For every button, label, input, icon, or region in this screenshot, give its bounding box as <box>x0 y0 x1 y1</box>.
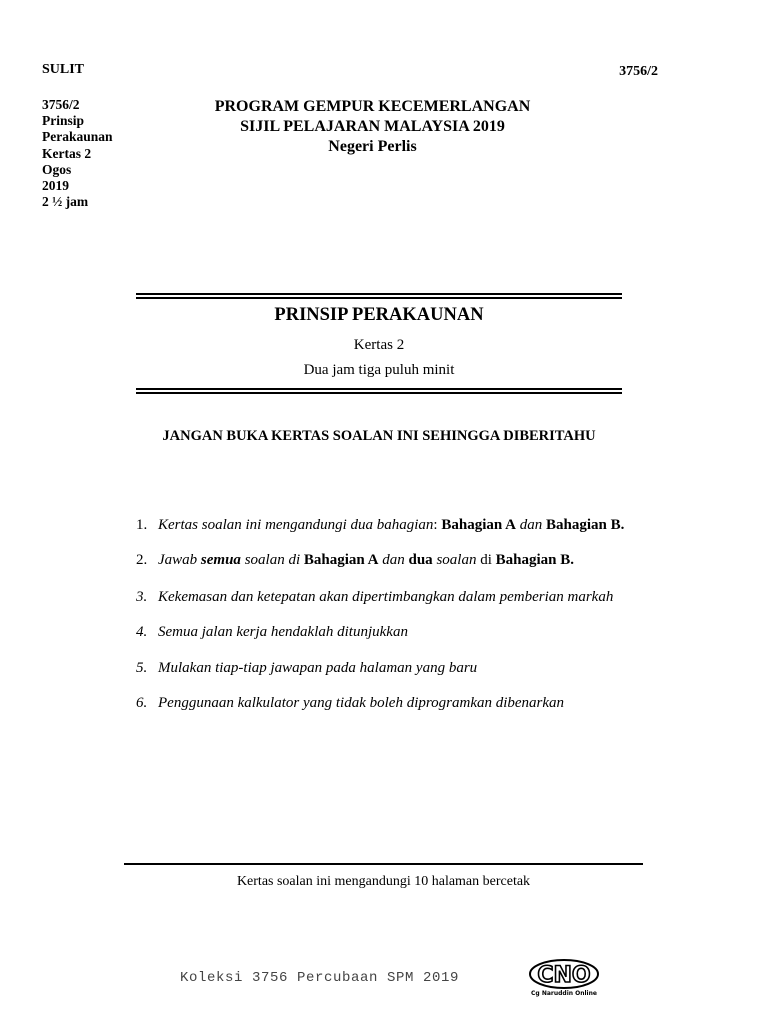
program-heading <box>140 97 605 157</box>
instruction-text: Penggunaan kalkulator yang tidak boleh diprogramkan dibenarkan <box>158 695 565 711</box>
logo-subtext: Cg Naruddin Online <box>531 990 597 997</box>
meta-subject-1: Prinsip <box>42 113 85 129</box>
warning-text: JANGAN BUKA KERTAS SOALAN INI SEHINGGA DIBERITAHU <box>162 428 596 444</box>
instruction-number: 6. <box>136 695 148 711</box>
instruction-text: Bahagian A <box>441 517 516 533</box>
divider-bottom-2 <box>136 392 622 394</box>
divider-top-2 <box>136 297 622 299</box>
instruction-text: Mulakan tiap-tiap jawapan pada halaman yang baru <box>158 660 478 676</box>
instruction-item <box>136 660 656 677</box>
subject-title: PRINSIP PERAKAUNAN <box>274 305 484 325</box>
instruction-item <box>136 624 656 641</box>
instruction-item <box>136 552 656 569</box>
instruction-text: Kekemasan dan ketepatan akan dipertimbangkan dalam pemberian markah <box>158 589 614 605</box>
instruction-text: Kertas soalan ini mengandungi dua bahagian <box>158 517 434 533</box>
instruction-text: Bahagian B. <box>495 552 574 568</box>
instruction-item <box>136 695 656 712</box>
instruction-item <box>136 589 656 606</box>
paper-code: 3756/2 <box>619 64 658 79</box>
instruction-text: semua <box>200 552 241 568</box>
page-count-text: Kertas soalan ini mengandungi 10 halaman bercetak <box>236 874 531 889</box>
program-state: Negeri Perlis <box>328 138 417 155</box>
divider-bottom-1 <box>136 388 622 390</box>
meta-month: Ogos <box>42 161 72 177</box>
instruction-text: soalan di <box>240 552 304 568</box>
logo-text: CNO <box>537 963 591 988</box>
cno-logo-icon <box>527 958 601 998</box>
duration-text: Dua jam tiga puluh minit <box>303 362 455 378</box>
meta-year: 2019 <box>42 178 69 194</box>
paper-number: Kertas 2 <box>353 337 405 353</box>
instruction-text: soalan <box>432 552 477 568</box>
collection-text: Koleksi 3756 Percubaan SPM 2019 <box>180 970 460 986</box>
program-title: PROGRAM GEMPUR KECEMERLANGAN <box>214 98 531 115</box>
instruction-number: 5. <box>136 660 148 676</box>
instruction-item <box>136 517 656 534</box>
meta-paper: Kertas 2 <box>42 145 92 161</box>
instruction-text: Bahagian B. <box>545 517 625 533</box>
instruction-text: dan <box>378 552 409 568</box>
meta-code: 3756/2 <box>42 97 80 112</box>
instruction-text: dua <box>408 552 433 568</box>
instruction-number: 1. <box>136 517 148 533</box>
program-exam: SIJIL PELAJARAN MALAYSIA 2019 <box>240 118 505 135</box>
instruction-text: Semua jalan kerja hendaklah ditunjukkan <box>158 624 408 640</box>
meta-duration: 2 ½ jam <box>42 194 89 210</box>
instruction-number: 4. <box>136 624 148 640</box>
classification-label: SULIT <box>42 62 85 77</box>
instruction-text: : <box>433 517 442 533</box>
instruction-number: 3. <box>136 589 148 605</box>
instruction-text: dan <box>515 517 546 533</box>
instruction-text: Jawab <box>158 552 201 568</box>
instruction-text: Bahagian A <box>303 552 379 568</box>
meta-subject-2: Perakaunan <box>42 129 113 145</box>
instruction-text: di <box>476 552 496 568</box>
paper-meta <box>42 97 113 210</box>
divider-top-1 <box>136 293 622 295</box>
footer-divider <box>124 863 643 865</box>
instruction-number: 2. <box>136 552 148 568</box>
